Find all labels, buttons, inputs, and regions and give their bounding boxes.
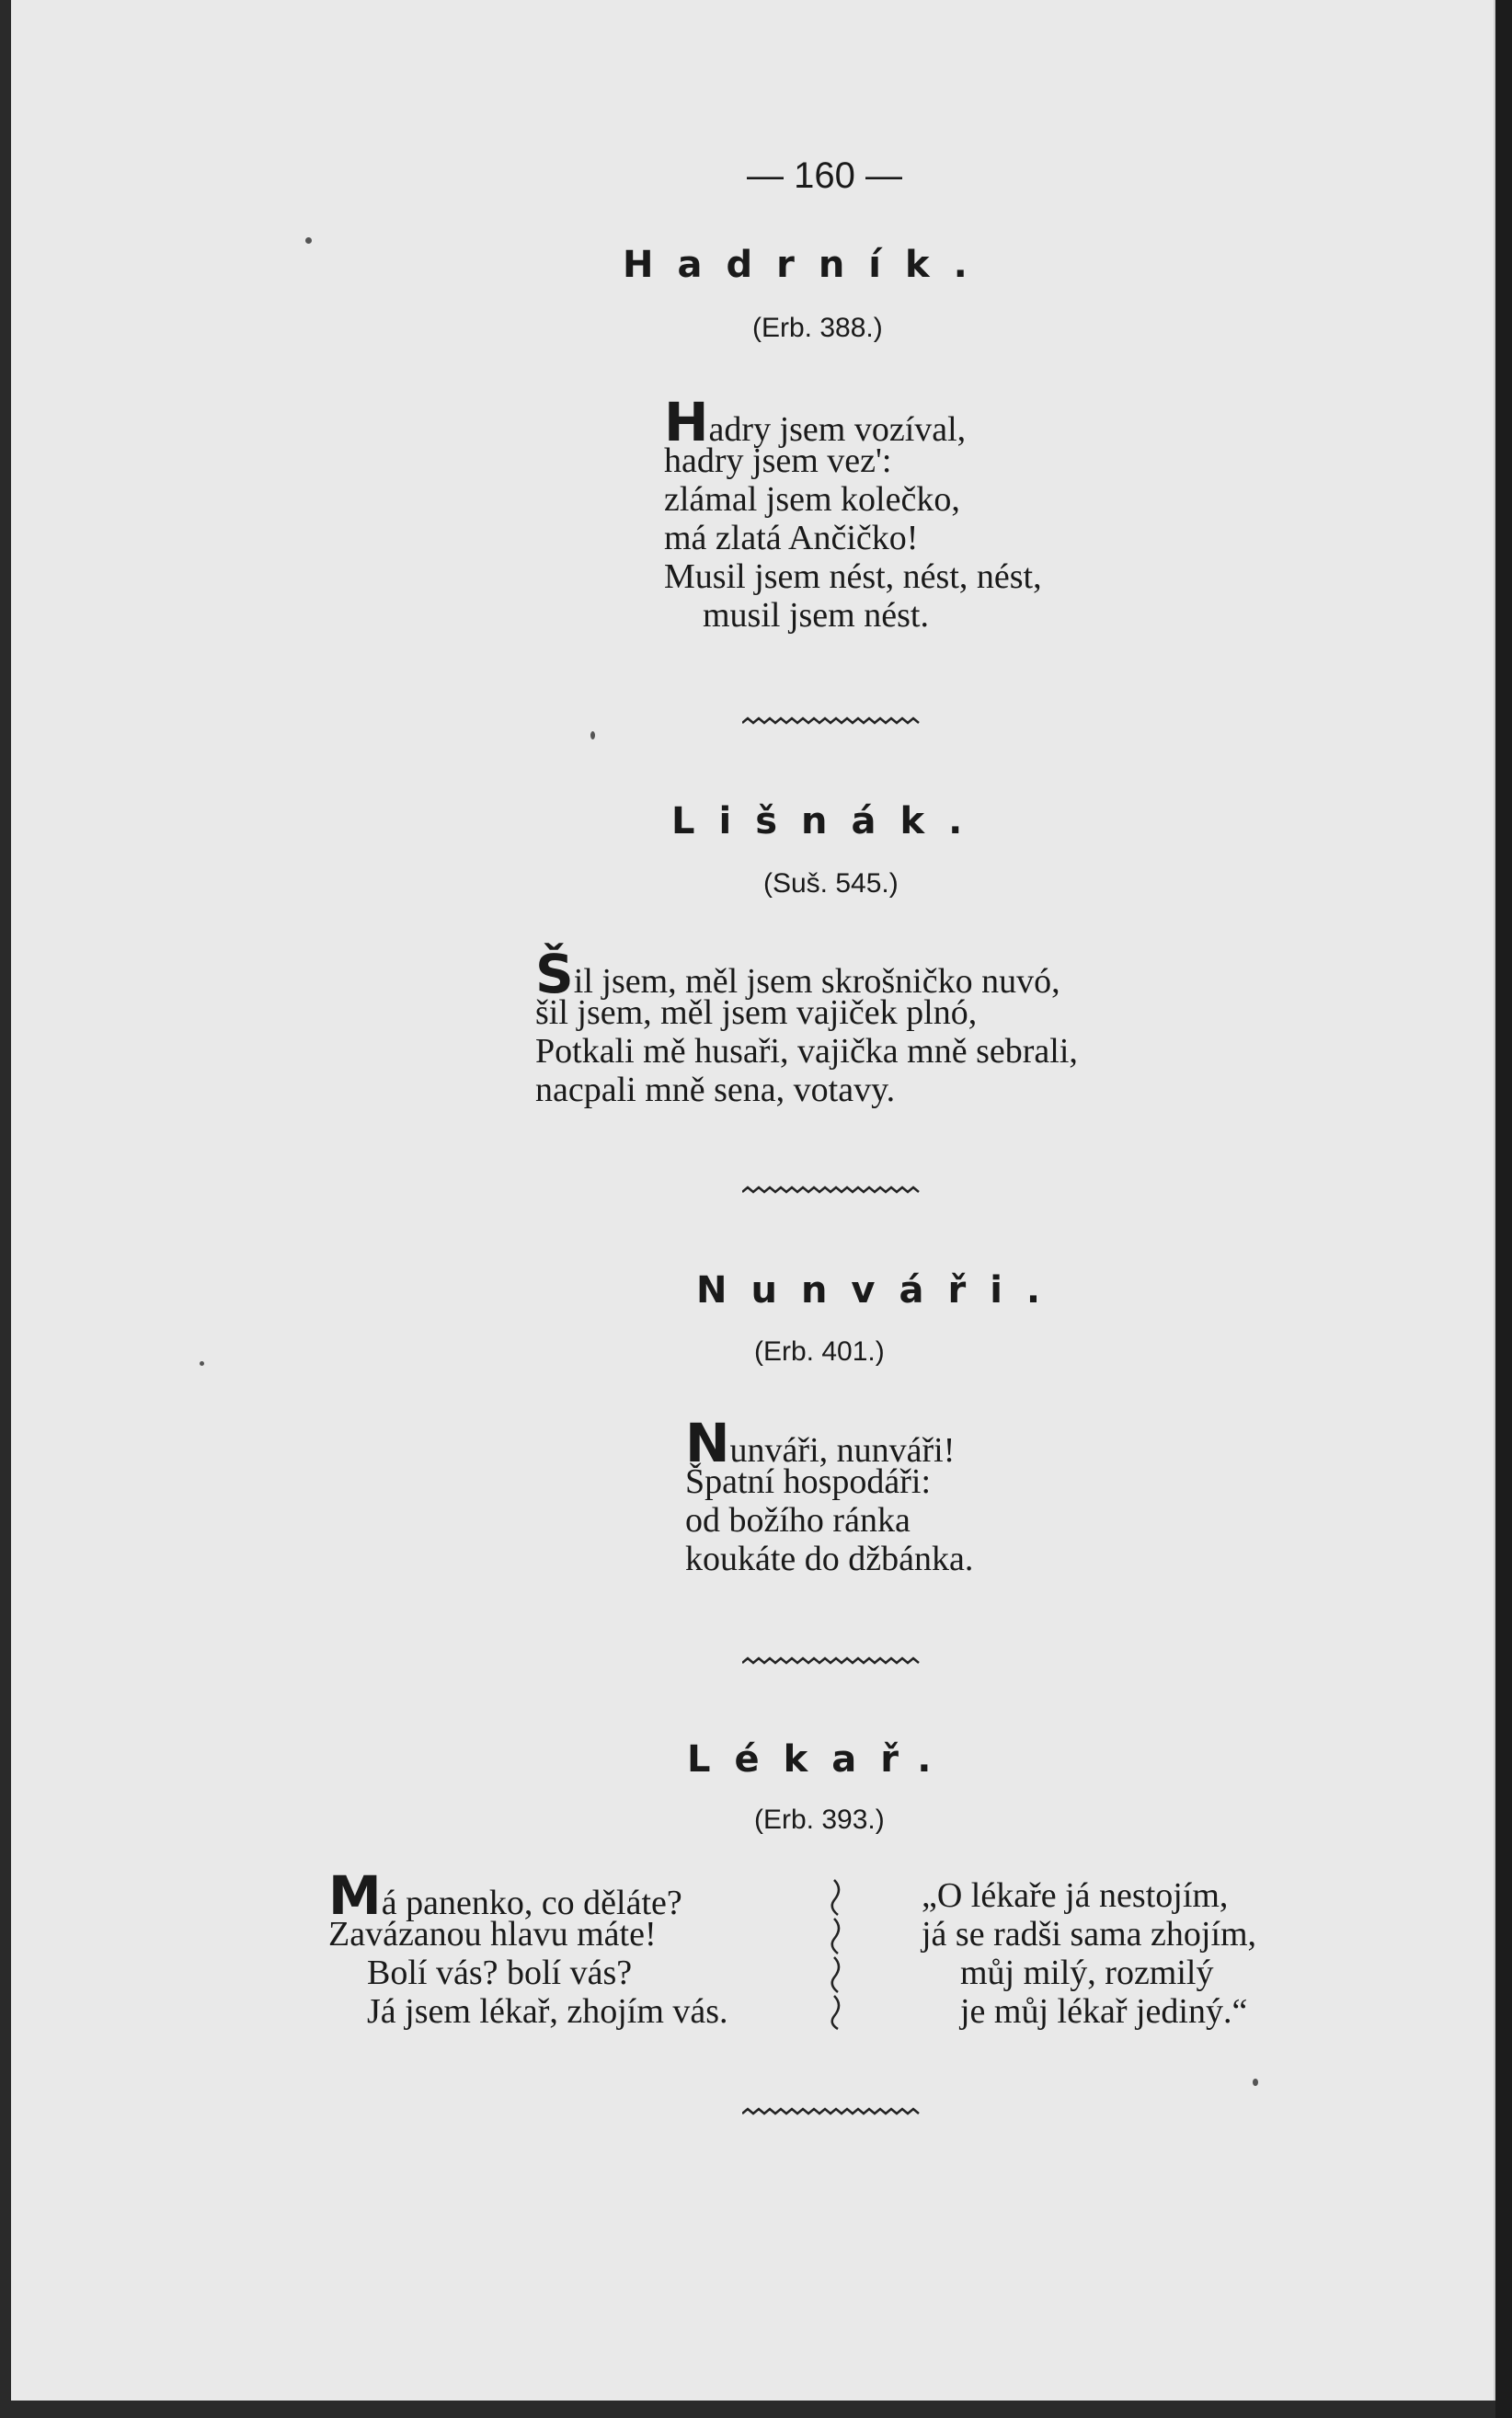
verse-line: Bolí vás? bolí vás? — [367, 1954, 633, 1992]
scan-speck — [1253, 2079, 1258, 2086]
verse-line: Já jsem lékař, zhojím vás. — [367, 1992, 728, 2031]
verse-lisnak — [535, 943, 1078, 1109]
verse-nunvari — [685, 1412, 974, 1578]
verse-line: já se radši sama zhojím, — [922, 1915, 1257, 1954]
verse-line: Špatní hospodáři: — [685, 1462, 932, 1501]
scan-edge — [1495, 0, 1512, 2418]
book-page — [11, 0, 1499, 2401]
verse-line: šil jsem, měl jsem vajiček plnó, — [535, 993, 978, 1032]
verse-lekar-left — [328, 1864, 728, 2031]
wave-divider — [742, 1185, 926, 1196]
drop-initial: N — [685, 1412, 730, 1474]
section-ref-lisnak: (Suš. 545.) — [763, 868, 899, 899]
verse-line: Potkali mě husaři, vajička mně sebrali, — [535, 1032, 1078, 1071]
verse-line: koukáte do džbánka. — [685, 1540, 974, 1578]
section-ref-hadrnik: (Erb. 388.) — [752, 313, 883, 343]
verse-line: musil jsem nést. — [703, 596, 929, 635]
brace-divider — [825, 1876, 853, 2033]
section-ref-nunvari: (Erb. 401.) — [754, 1336, 885, 1367]
drop-initial: Š — [535, 943, 574, 1005]
verse-line: je můj lékař jediný.“ — [960, 1992, 1248, 2031]
verse-line: Má panenko, co děláte? — [328, 1864, 682, 1927]
verse-line: Zavázanou hlavu máte! — [328, 1915, 657, 1954]
verse-line: Nunváři, nunváři! — [685, 1412, 956, 1474]
verse-line: Musil jsem nést, nést, nést, — [664, 557, 1042, 596]
verse-line: má zlatá Ančičko! — [664, 519, 919, 557]
verse-line: můj milý, rozmilý — [960, 1954, 1214, 1992]
scan-speck — [305, 237, 312, 244]
verse-line: hadry jsem vez': — [664, 441, 892, 480]
wave-divider — [742, 716, 926, 727]
verse-line: „O lékaře já nestojím, — [922, 1876, 1229, 1915]
verse-hadrnik — [664, 391, 1042, 635]
section-ref-lekar: (Erb. 393.) — [754, 1805, 885, 1835]
scan-speck — [590, 731, 595, 739]
verse-line: zlámal jsem kolečko, — [664, 480, 960, 519]
scan-speck — [200, 1361, 204, 1366]
drop-initial: M — [328, 1864, 382, 1927]
drop-initial: H — [664, 391, 709, 453]
verse-line: Šil jsem, měl jsem skrošničko nuvó, — [535, 943, 1060, 1005]
section-title-lisnak: Lišnák. — [671, 800, 987, 842]
wave-divider — [742, 1656, 926, 1667]
verse-line: nacpali mně sena, votavy. — [535, 1071, 896, 1109]
verse-lekar-right — [922, 1876, 1256, 2031]
wave-divider — [742, 2106, 926, 2117]
section-title-lekar: Lékař. — [687, 1738, 956, 1781]
verse-line: od božího ránka — [685, 1501, 911, 1540]
page-number: — 160 — — [747, 155, 902, 196]
section-title-hadrnik: Hadrník. — [623, 244, 991, 286]
section-title-nunvari: Nunváři. — [696, 1269, 1065, 1312]
verse-line: Hadry jsem vozíval, — [664, 391, 967, 453]
